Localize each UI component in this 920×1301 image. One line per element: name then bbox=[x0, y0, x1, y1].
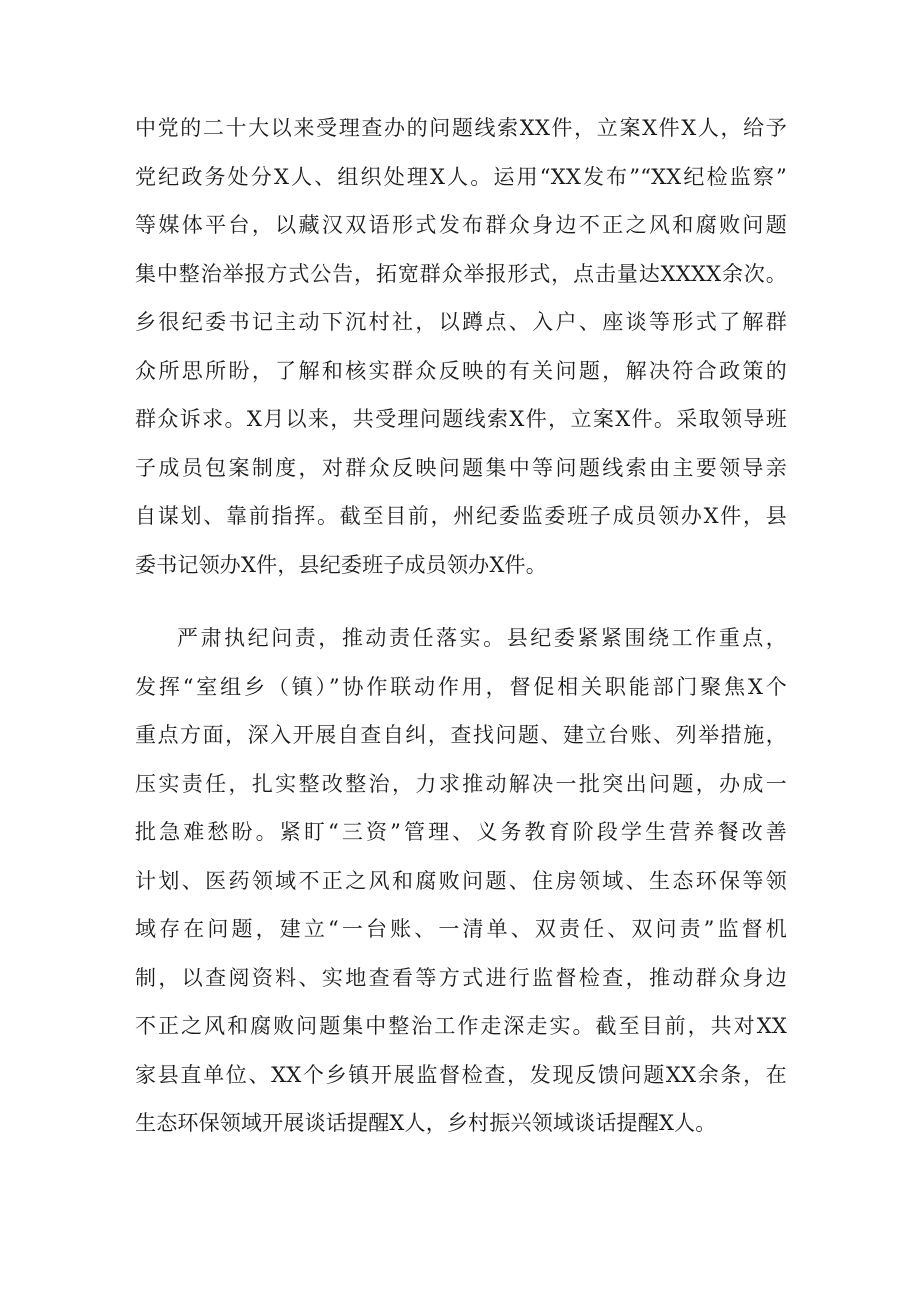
document-body bbox=[135, 104, 787, 1148]
text-line: 计划、医药领域不正之风和腐败问题、住房领域、生态环保等领 bbox=[135, 868, 787, 893]
text-line: 域存在问题，建立“一台账、一清单、双责任、双问责”监督机 bbox=[135, 917, 787, 941]
text-line: 委书记领办X件，县纪委班子成员领办X件。 bbox=[135, 552, 547, 577]
text-line: 自谋划、靠前指挥。截至目前，州纪委监委班子成员领办X件，县 bbox=[135, 504, 787, 528]
text-line: 压实责任，扎实整改整治，力求推动解决一批突出问题，办成一 bbox=[135, 771, 787, 796]
paragraph-2 bbox=[135, 614, 787, 1148]
text-line: 不正之风和腐败问题集中整治工作走深走实。截至目前，共对XX bbox=[135, 1014, 787, 1038]
text-line: 众所思所盼，了解和核实群众反映的有关问题，解决符合政策的 bbox=[135, 358, 787, 383]
text-line: 制，以查阅资料、实地查看等方式进行监督检查，推动群众身边 bbox=[135, 965, 787, 990]
paragraph-1 bbox=[135, 104, 787, 589]
text-line: 子成员包案制度，对群众反映问题集中等问题线索由主要领导亲 bbox=[135, 455, 787, 480]
text-line: 生态环保领域开展谈话提醒X人，乡村振兴领域谈话提醒X人。 bbox=[135, 1111, 717, 1135]
text-line: 乡很纪委书记主动下沉村社，以蹲点、入户、座谈等形式了解群 bbox=[135, 310, 787, 334]
text-line: 群众诉求。X月以来，共受理问题线索X件，立案X件。采取领导班 bbox=[135, 407, 787, 431]
text-line: 发挥“室组乡（镇）”协作联动作用，督促相关职能部门聚焦X个 bbox=[135, 674, 787, 699]
text-line: 等媒体平台，以藏汉双语形式发布群众身边不正之风和腐败问题 bbox=[135, 213, 787, 237]
text-line: 家县直单位、XX个乡镇开展监督检查，发现反馈问题XX余条，在 bbox=[135, 1062, 787, 1087]
text-line: 重点方面，深入开展自查自纠，查找问题、建立台账、列举措施， bbox=[135, 723, 787, 747]
text-line: 严肃执纪问责，推动责任落实。县纪委紧紧围绕工作重点， bbox=[177, 626, 787, 650]
text-line: 中党的二十大以来受理查办的问题线索XX件，立案X件X人，给予 bbox=[135, 116, 787, 140]
text-line: 党纪政务处分X人、组织处理X人。运用“XX发布”“XX纪检监察” bbox=[135, 164, 787, 189]
text-line: 批急难愁盼。紧盯“三资”管理、义务教育阶段学生营养餐改善 bbox=[135, 820, 787, 844]
text-line: 集中整治举报方式公告，拓宽群众举报形式，点击量达XXXX余次。 bbox=[135, 261, 787, 286]
